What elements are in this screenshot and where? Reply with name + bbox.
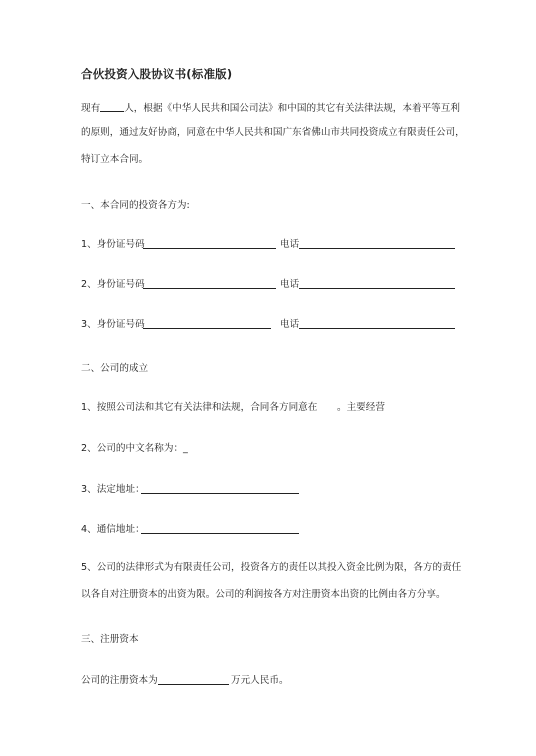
phone-field <box>299 317 455 329</box>
id-field <box>143 317 271 329</box>
item-1-text-b: 。主要经营 <box>337 402 385 413</box>
intro-line-3: 特订立本合同。 <box>81 154 149 165</box>
mailing-address-field <box>141 522 299 534</box>
party-row-2 <box>81 276 300 290</box>
item-5-line-1: 5、公司的法律形式为有限责任公司，投资各方的责任以其投入资金比例为限，各方的责任 <box>81 562 462 573</box>
item-1-line <box>81 399 385 413</box>
item-4-label: 4、通信地址： <box>81 524 145 535</box>
party-number: 3、 <box>81 319 97 330</box>
phone-label: 电话 <box>280 319 300 330</box>
capital-text-b: 万元人民币。 <box>231 675 289 686</box>
item-4-line <box>81 521 145 535</box>
item-2-line: 2、公司的中文名称为：_ <box>81 443 188 454</box>
id-label: 身份证号码 <box>96 279 145 290</box>
id-field <box>143 237 276 249</box>
phone-field <box>299 277 455 289</box>
id-label: 身份证号码 <box>96 319 145 330</box>
id-field <box>143 277 276 289</box>
legal-address-field <box>141 482 299 494</box>
party-count-blank <box>100 100 124 112</box>
party-number: 1、 <box>81 239 97 250</box>
item-1-text-a: 1、按照公司法和其它有关法律和法规，合同各方同意在 <box>81 402 318 413</box>
document-title: 合伙投资入股协议书(标准版) <box>81 67 233 81</box>
section-1-heading: 一、本合同的投资各方为: <box>81 200 190 211</box>
capital-amount-field <box>158 673 229 685</box>
item-5-line-2: 以各自对注册资本的出资为限。公司的利润按各方对注册资本出资的比例由各方分享。 <box>81 589 446 600</box>
intro-text-a: 现有 <box>81 103 101 114</box>
phone-field <box>299 237 455 249</box>
intro-line-1 <box>81 99 460 116</box>
section-3-heading: 三、注册资本 <box>81 634 139 645</box>
party-number: 2、 <box>81 279 97 290</box>
intro-text-b: 人，根据《中华人民共和国公司法》和中国的其它有关法律法规，本着平等互利 <box>124 103 460 114</box>
phone-label: 电话 <box>280 239 300 250</box>
item-3-label: 3、法定地址： <box>81 484 145 495</box>
intro-line-2: 的原则，通过友好协商，同意在中华人民共和国广东省佛山市共同投资成立有限责任公司， <box>81 127 465 138</box>
party-row-3 <box>81 316 300 330</box>
id-label: 身份证号码 <box>96 239 145 250</box>
capital-text-a: 公司的注册资本为 <box>81 675 158 686</box>
item-3-line <box>81 481 145 495</box>
phone-label: 电话 <box>280 279 300 290</box>
section-2-heading: 二、公司的成立 <box>81 363 149 374</box>
capital-line <box>81 672 289 686</box>
party-row-1 <box>81 236 300 250</box>
